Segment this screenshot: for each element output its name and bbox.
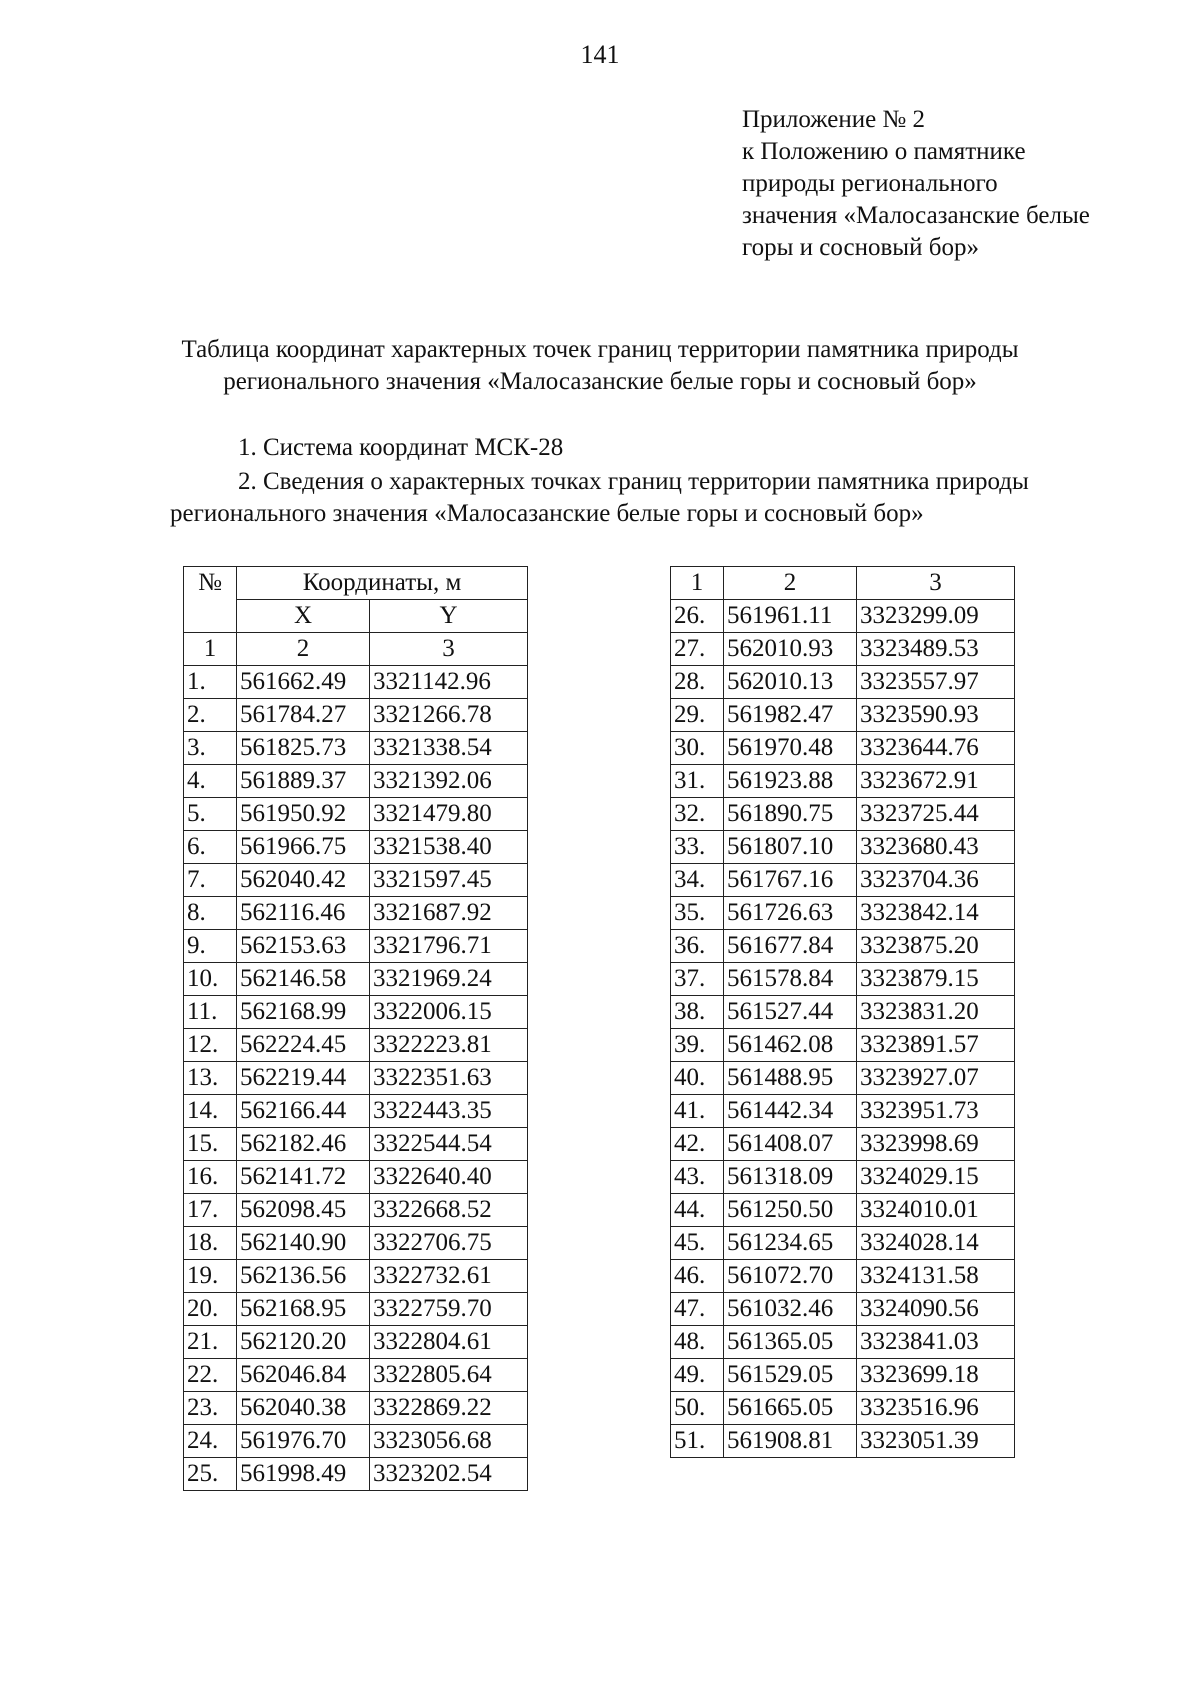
x-coordinate-cell: 562120.20 <box>237 1326 370 1359</box>
column-number: 2 <box>237 633 370 666</box>
x-coordinate-cell: 561889.37 <box>237 765 370 798</box>
y-coordinate-cell: 3323875.20 <box>857 930 1015 963</box>
x-coordinate-cell: 562168.99 <box>237 996 370 1029</box>
y-coordinate-cell: 3323951.73 <box>857 1095 1015 1128</box>
x-coordinate-cell: 561784.27 <box>237 699 370 732</box>
y-coordinate-cell: 3323489.53 <box>857 633 1015 666</box>
table-row <box>671 1062 1015 1095</box>
table-row <box>671 1128 1015 1161</box>
y-coordinate-cell: 3323644.76 <box>857 732 1015 765</box>
point-number-cell: 17. <box>184 1194 237 1227</box>
x-coordinate-cell: 561726.63 <box>724 897 857 930</box>
table-row <box>671 732 1015 765</box>
point-number-cell: 26. <box>671 600 724 633</box>
y-coordinate-cell: 3322869.22 <box>370 1392 528 1425</box>
table-row <box>184 1161 528 1194</box>
y-coordinate-cell: 3322805.64 <box>370 1359 528 1392</box>
y-coordinate-cell: 3323699.18 <box>857 1359 1015 1392</box>
table-row <box>671 1293 1015 1326</box>
x-coordinate-cell: 562010.13 <box>724 666 857 699</box>
point-number-cell: 38. <box>671 996 724 1029</box>
x-coordinate-cell: 561662.49 <box>237 666 370 699</box>
x-coordinate-cell: 562182.46 <box>237 1128 370 1161</box>
point-number-cell: 22. <box>184 1359 237 1392</box>
y-coordinate-cell: 3324090.56 <box>857 1293 1015 1326</box>
x-coordinate-cell: 562146.58 <box>237 963 370 996</box>
x-coordinate-cell: 561234.65 <box>724 1227 857 1260</box>
y-coordinate-cell: 3323879.15 <box>857 963 1015 996</box>
point-number-cell: 8. <box>184 897 237 930</box>
header-coordinates: Координаты, м <box>237 567 528 600</box>
point-number-cell: 43. <box>671 1161 724 1194</box>
table-row <box>184 864 528 897</box>
point-number-cell: 31. <box>671 765 724 798</box>
point-number-cell: 35. <box>671 897 724 930</box>
point-number-cell: 1. <box>184 666 237 699</box>
point-number-cell: 6. <box>184 831 237 864</box>
point-number-cell: 36. <box>671 930 724 963</box>
table-column-numbers-row <box>671 567 1015 600</box>
x-coordinate-cell: 561527.44 <box>724 996 857 1029</box>
y-coordinate-cell: 3321538.40 <box>370 831 528 864</box>
y-coordinate-cell: 3321392.06 <box>370 765 528 798</box>
table-row <box>184 1425 528 1458</box>
point-number-cell: 28. <box>671 666 724 699</box>
y-coordinate-cell: 3322006.15 <box>370 996 528 1029</box>
x-coordinate-cell: 561825.73 <box>237 732 370 765</box>
point-number-cell: 50. <box>671 1392 724 1425</box>
table-row <box>671 1227 1015 1260</box>
x-coordinate-cell: 561961.11 <box>724 600 857 633</box>
y-coordinate-cell: 3322732.61 <box>370 1260 528 1293</box>
y-coordinate-cell: 3323841.03 <box>857 1326 1015 1359</box>
x-coordinate-cell: 561462.08 <box>724 1029 857 1062</box>
table-row <box>671 765 1015 798</box>
point-number-cell: 21. <box>184 1326 237 1359</box>
point-number-cell: 4. <box>184 765 237 798</box>
x-coordinate-cell: 562040.42 <box>237 864 370 897</box>
y-coordinate-cell: 3324010.01 <box>857 1194 1015 1227</box>
appendix-note <box>742 104 1162 264</box>
table-row <box>671 864 1015 897</box>
x-coordinate-cell: 562116.46 <box>237 897 370 930</box>
y-coordinate-cell: 3322759.70 <box>370 1293 528 1326</box>
y-coordinate-cell: 3321796.71 <box>370 930 528 963</box>
y-coordinate-cell: 3321479.80 <box>370 798 528 831</box>
y-coordinate-cell: 3324029.15 <box>857 1161 1015 1194</box>
x-coordinate-cell: 561072.70 <box>724 1260 857 1293</box>
table-row <box>671 1194 1015 1227</box>
table-row <box>184 765 528 798</box>
point-number-cell: 40. <box>671 1062 724 1095</box>
table-row <box>671 1425 1015 1458</box>
y-coordinate-cell: 3322443.35 <box>370 1095 528 1128</box>
x-coordinate-cell: 562040.38 <box>237 1392 370 1425</box>
table-row <box>671 699 1015 732</box>
x-coordinate-cell: 562140.90 <box>237 1227 370 1260</box>
point-number-cell: 37. <box>671 963 724 996</box>
x-coordinate-cell: 562168.95 <box>237 1293 370 1326</box>
coordinate-system-item: 1. Система координат МСК-28 <box>238 434 564 461</box>
x-coordinate-cell: 561665.05 <box>724 1392 857 1425</box>
table-row <box>184 666 528 699</box>
y-coordinate-cell: 3322223.81 <box>370 1029 528 1062</box>
point-number-cell: 13. <box>184 1062 237 1095</box>
point-number-cell: 20. <box>184 1293 237 1326</box>
y-coordinate-cell: 3321687.92 <box>370 897 528 930</box>
point-number-cell: 48. <box>671 1326 724 1359</box>
appendix-line: к Положению о памятнике <box>742 138 1026 165</box>
y-coordinate-cell: 3323590.93 <box>857 699 1015 732</box>
x-coordinate-cell: 562141.72 <box>237 1161 370 1194</box>
point-number-cell: 32. <box>671 798 724 831</box>
point-number-cell: 7. <box>184 864 237 897</box>
table-row <box>184 1194 528 1227</box>
x-coordinate-cell: 561976.70 <box>237 1425 370 1458</box>
table-row <box>671 1029 1015 1062</box>
point-number-cell: 24. <box>184 1425 237 1458</box>
appendix-line: Приложение № 2 <box>742 106 926 133</box>
point-number-cell: 19. <box>184 1260 237 1293</box>
y-coordinate-cell: 3323202.54 <box>370 1458 528 1491</box>
y-coordinate-cell: 3321597.45 <box>370 864 528 897</box>
point-number-cell: 11. <box>184 996 237 1029</box>
x-coordinate-cell: 561807.10 <box>724 831 857 864</box>
y-coordinate-cell: 3321338.54 <box>370 732 528 765</box>
x-coordinate-cell: 561318.09 <box>724 1161 857 1194</box>
table-row <box>671 963 1015 996</box>
boundary-points-item-line: регионального значения «Малосазанские белые горы и сосновый бор» <box>170 500 924 527</box>
x-coordinate-cell: 562046.84 <box>237 1359 370 1392</box>
point-number-cell: 49. <box>671 1359 724 1392</box>
coordinates-table-right <box>670 566 1015 1458</box>
point-number-cell: 2. <box>184 699 237 732</box>
point-number-cell: 46. <box>671 1260 724 1293</box>
column-number: 3 <box>857 567 1015 600</box>
table-row <box>184 897 528 930</box>
x-coordinate-cell: 561923.88 <box>724 765 857 798</box>
boundary-points-item <box>170 466 1160 530</box>
x-coordinate-cell: 561966.75 <box>237 831 370 864</box>
x-coordinate-cell: 561908.81 <box>724 1425 857 1458</box>
point-number-cell: 5. <box>184 798 237 831</box>
point-number-cell: 39. <box>671 1029 724 1062</box>
x-coordinate-cell: 561677.84 <box>724 930 857 963</box>
point-number-cell: 42. <box>671 1128 724 1161</box>
x-coordinate-cell: 561250.50 <box>724 1194 857 1227</box>
table-row <box>184 1029 528 1062</box>
coordinates-table-left <box>183 566 528 1491</box>
point-number-cell: 47. <box>671 1293 724 1326</box>
column-number: 1 <box>184 633 237 666</box>
table-row <box>671 1392 1015 1425</box>
x-coordinate-cell: 561890.75 <box>724 798 857 831</box>
table-row <box>184 1062 528 1095</box>
table-row <box>184 1458 528 1491</box>
point-number-cell: 44. <box>671 1194 724 1227</box>
point-number-cell: 10. <box>184 963 237 996</box>
x-coordinate-cell: 561529.05 <box>724 1359 857 1392</box>
point-number-cell: 18. <box>184 1227 237 1260</box>
table-row <box>671 1359 1015 1392</box>
column-number: 3 <box>370 633 528 666</box>
x-coordinate-cell: 561767.16 <box>724 864 857 897</box>
y-coordinate-cell: 3323831.20 <box>857 996 1015 1029</box>
y-coordinate-cell: 3323299.09 <box>857 600 1015 633</box>
point-number-cell: 16. <box>184 1161 237 1194</box>
y-coordinate-cell: 3323891.57 <box>857 1029 1015 1062</box>
point-number-cell: 51. <box>671 1425 724 1458</box>
y-coordinate-cell: 3321266.78 <box>370 699 528 732</box>
y-coordinate-cell: 3322706.75 <box>370 1227 528 1260</box>
x-coordinate-cell: 561982.47 <box>724 699 857 732</box>
point-number-cell: 27. <box>671 633 724 666</box>
x-coordinate-cell: 561365.05 <box>724 1326 857 1359</box>
y-coordinate-cell: 3322544.54 <box>370 1128 528 1161</box>
point-number-cell: 29. <box>671 699 724 732</box>
table-row <box>184 930 528 963</box>
y-coordinate-cell: 3322804.61 <box>370 1326 528 1359</box>
table-row <box>184 1227 528 1260</box>
x-coordinate-cell: 562153.63 <box>237 930 370 963</box>
table-row <box>671 897 1015 930</box>
appendix-line: горы и сосновый бор» <box>742 234 979 261</box>
header-x: X <box>237 600 370 633</box>
y-coordinate-cell: 3321969.24 <box>370 963 528 996</box>
document-title-line: Таблица координат характерных точек границ территории памятника природы <box>181 336 1019 363</box>
y-coordinate-cell: 3323557.97 <box>857 666 1015 699</box>
table-row <box>184 699 528 732</box>
table-row <box>184 1095 528 1128</box>
x-coordinate-cell: 561998.49 <box>237 1458 370 1491</box>
table-row <box>184 1392 528 1425</box>
y-coordinate-cell: 3323704.36 <box>857 864 1015 897</box>
table-row <box>671 1260 1015 1293</box>
point-number-cell: 14. <box>184 1095 237 1128</box>
document-title-line: регионального значения «Малосазанские белые горы и сосновый бор» <box>223 368 977 395</box>
header-y: Y <box>370 600 528 633</box>
y-coordinate-cell: 3323998.69 <box>857 1128 1015 1161</box>
appendix-line: природы регионального <box>742 170 998 197</box>
table-row <box>671 996 1015 1029</box>
x-coordinate-cell: 561442.34 <box>724 1095 857 1128</box>
x-coordinate-cell: 561488.95 <box>724 1062 857 1095</box>
x-coordinate-cell: 562166.44 <box>237 1095 370 1128</box>
point-number-cell: 33. <box>671 831 724 864</box>
x-coordinate-cell: 562010.93 <box>724 633 857 666</box>
point-number-cell: 30. <box>671 732 724 765</box>
table-row <box>671 1326 1015 1359</box>
x-coordinate-cell: 562098.45 <box>237 1194 370 1227</box>
table-row <box>671 600 1015 633</box>
table-row <box>184 1293 528 1326</box>
header-number: № <box>184 567 237 633</box>
table-row <box>671 666 1015 699</box>
boundary-points-item-line: 2. Сведения о характерных точках границ территории памятника природы <box>238 468 1029 495</box>
table-row <box>184 1359 528 1392</box>
table-row <box>184 996 528 1029</box>
table-row <box>671 831 1015 864</box>
y-coordinate-cell: 3322351.63 <box>370 1062 528 1095</box>
y-coordinate-cell: 3323927.07 <box>857 1062 1015 1095</box>
page-number: 141 <box>580 40 620 69</box>
table-row <box>184 1260 528 1293</box>
y-coordinate-cell: 3323842.14 <box>857 897 1015 930</box>
x-coordinate-cell: 561032.46 <box>724 1293 857 1326</box>
table-row <box>671 1161 1015 1194</box>
table-row <box>184 732 528 765</box>
x-coordinate-cell: 562136.56 <box>237 1260 370 1293</box>
point-number-cell: 25. <box>184 1458 237 1491</box>
x-coordinate-cell: 561578.84 <box>724 963 857 996</box>
y-coordinate-cell: 3322640.40 <box>370 1161 528 1194</box>
point-number-cell: 15. <box>184 1128 237 1161</box>
table-column-numbers-row <box>184 633 528 666</box>
y-coordinate-cell: 3323516.96 <box>857 1392 1015 1425</box>
point-number-cell: 41. <box>671 1095 724 1128</box>
y-coordinate-cell: 3323056.68 <box>370 1425 528 1458</box>
y-coordinate-cell: 3323672.91 <box>857 765 1015 798</box>
appendix-line: значения «Малосазанские белые <box>742 202 1090 229</box>
table-row <box>671 1095 1015 1128</box>
x-coordinate-cell: 561950.92 <box>237 798 370 831</box>
y-coordinate-cell: 3321142.96 <box>370 666 528 699</box>
table-row <box>184 963 528 996</box>
y-coordinate-cell: 3324028.14 <box>857 1227 1015 1260</box>
table-row <box>671 633 1015 666</box>
y-coordinate-cell: 3324131.58 <box>857 1260 1015 1293</box>
y-coordinate-cell: 3323680.43 <box>857 831 1015 864</box>
x-coordinate-cell: 561970.48 <box>724 732 857 765</box>
table-row <box>184 831 528 864</box>
x-coordinate-cell: 562224.45 <box>237 1029 370 1062</box>
table-row <box>184 1128 528 1161</box>
point-number-cell: 23. <box>184 1392 237 1425</box>
column-number: 1 <box>671 567 724 600</box>
column-number: 2 <box>724 567 857 600</box>
x-coordinate-cell: 561408.07 <box>724 1128 857 1161</box>
point-number-cell: 34. <box>671 864 724 897</box>
y-coordinate-cell: 3323051.39 <box>857 1425 1015 1458</box>
point-number-cell: 3. <box>184 732 237 765</box>
point-number-cell: 12. <box>184 1029 237 1062</box>
table-header-row <box>184 567 528 600</box>
point-number-cell: 45. <box>671 1227 724 1260</box>
table-row <box>671 798 1015 831</box>
y-coordinate-cell: 3322668.52 <box>370 1194 528 1227</box>
document-title <box>0 334 1200 398</box>
table-row <box>671 930 1015 963</box>
y-coordinate-cell: 3323725.44 <box>857 798 1015 831</box>
point-number-cell: 9. <box>184 930 237 963</box>
table-row <box>184 1326 528 1359</box>
x-coordinate-cell: 562219.44 <box>237 1062 370 1095</box>
table-row <box>184 798 528 831</box>
